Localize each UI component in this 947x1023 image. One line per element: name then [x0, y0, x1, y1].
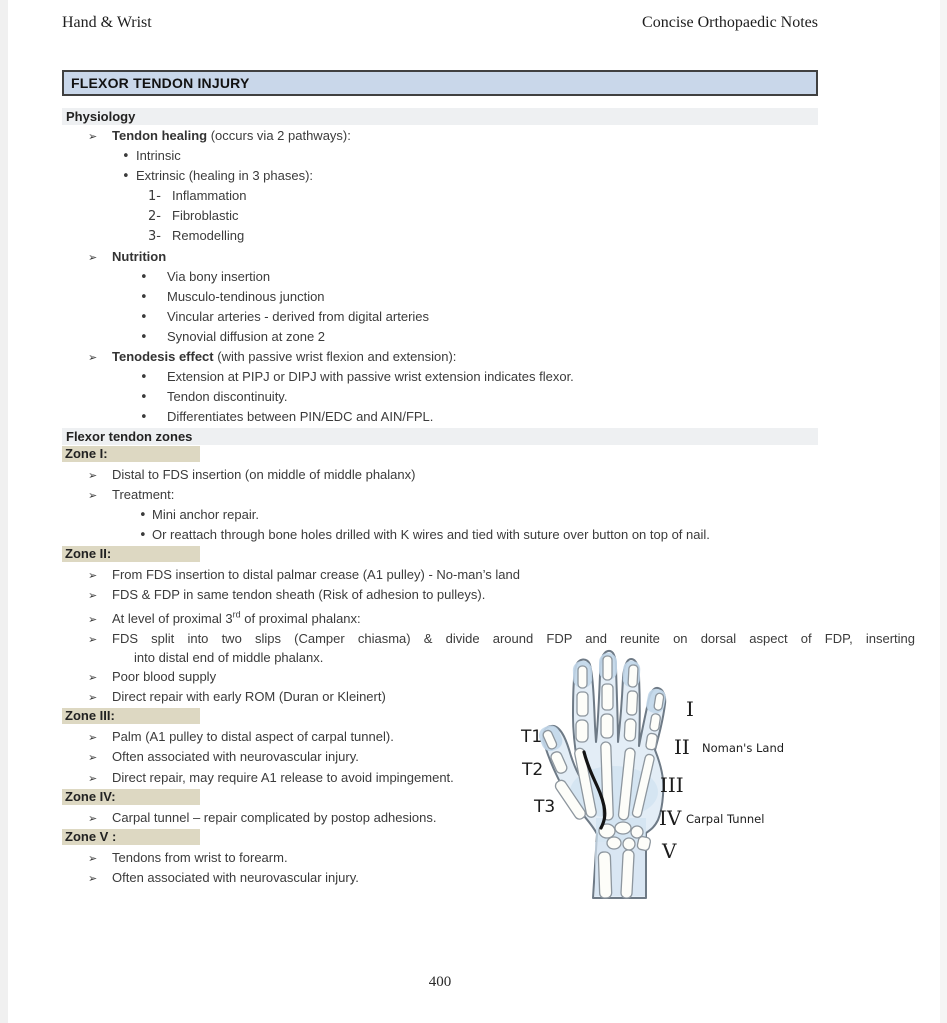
list-item-text: Tendon healing (occurs via 2 pathways):	[112, 128, 351, 143]
list-item-text: Remodelling	[172, 228, 245, 244]
arrow-bullet-icon: ➢	[88, 851, 98, 865]
list-item-text: From FDS insertion to distal palmar crease (A1 pulley) - No-man’s land	[112, 567, 520, 583]
list-item	[62, 465, 924, 485]
list-item	[62, 247, 924, 267]
arrow-bullet-icon: ➢	[88, 250, 98, 264]
list-item	[62, 226, 924, 246]
header-book-title: Concise Orthopaedic Notes	[642, 14, 818, 31]
list-item-text: Often associated with neurovascular injury.	[112, 869, 359, 885]
hand-outline	[536, 651, 667, 898]
arrow-bullet-icon: ➢	[88, 671, 98, 685]
zone-numeral-2: II	[674, 735, 690, 759]
physiology-list	[62, 126, 924, 427]
list-item-text: Direct repair, may require A1 release to avoid impingement.	[112, 769, 454, 785]
arrow-bullet-icon: ➢	[88, 771, 98, 785]
arrow-bullet-icon: ➢	[88, 589, 98, 603]
number-label: 1-	[148, 189, 161, 205]
list-item-text: Poor blood supply	[112, 669, 217, 685]
bullet-icon: •	[122, 149, 130, 165]
thumb-zone-label-t1: T1	[521, 727, 543, 747]
list-item	[62, 287, 924, 307]
list-item	[62, 126, 924, 146]
arrow-bullet-icon: ➢	[88, 731, 98, 745]
list-item-text: Tendon discontinuity.	[167, 389, 288, 405]
zone-2-label: Zone II:	[62, 546, 200, 562]
list-item-text: Direct repair with early ROM (Duran or Kleinert)	[112, 689, 386, 705]
list-item-text: At level of proximal 3rd of proximal phalanx:	[112, 609, 361, 626]
header-chapter-title: Hand & Wrist	[62, 14, 152, 31]
list-item-text: Extension at PIPJ or DIPJ with passive wrist extension indicates flexor.	[167, 369, 574, 385]
arrow-bullet-icon: ➢	[88, 489, 98, 503]
list-item-text: Distal to FDS insertion (on middle of middle phalanx)	[112, 467, 416, 482]
list-item	[62, 565, 924, 585]
bullet-icon: •	[139, 508, 147, 524]
list-item	[62, 525, 924, 545]
arrow-bullet-icon: ➢	[88, 130, 98, 143]
list-item	[62, 367, 924, 387]
section-heading-zones: Flexor tendon zones	[62, 428, 818, 445]
list-item-text: Synovial diffusion at zone 2	[167, 328, 326, 344]
arrow-bullet-icon: ➢	[88, 811, 98, 825]
bullet-icon: •	[140, 269, 148, 285]
list-item-text: Often associated with neurovascular injury.	[112, 749, 359, 765]
list-item-text: Extrinsic (healing in 3 phases):	[136, 168, 314, 184]
arrow-bullet-icon: ➢	[88, 632, 98, 646]
bullet-icon: •	[140, 289, 148, 305]
list-item	[62, 606, 924, 629]
list-item-text: Tendons from wrist to forearm.	[112, 849, 288, 865]
list-item	[62, 186, 924, 206]
list-item-text: Fibroblastic	[172, 208, 239, 224]
zone-numeral-1: I	[686, 697, 694, 721]
list-item-text: Vincular arteries - derived from digital arteries	[167, 308, 430, 324]
list-item-text: Musculo-tendinous junction	[167, 288, 325, 304]
list-item-text: Via bony insertion	[167, 268, 271, 284]
bullet-icon: •	[140, 390, 148, 406]
arrow-bullet-icon: ➢	[88, 469, 98, 482]
bullet-icon: •	[140, 410, 148, 426]
page-number: 400	[428, 974, 452, 990]
list-item-text: Tenodesis effect (with passive wrist flexion and extension):	[112, 349, 457, 365]
list-item-text: Nutrition	[112, 248, 167, 264]
list-item	[62, 307, 924, 327]
thumb-zone-label-t3: T3	[534, 797, 556, 817]
list-item	[62, 166, 924, 186]
list-item-text: Palm (A1 pulley to distal aspect of carpal tunnel).	[112, 729, 394, 745]
page-left-margin	[0, 0, 8, 1023]
list-item-text: Intrinsic	[136, 148, 181, 164]
list-item	[62, 485, 924, 505]
zone-5-label: Zone V :	[62, 829, 200, 845]
bullet-icon: •	[122, 169, 130, 185]
list-item	[62, 327, 924, 347]
list-item	[62, 387, 924, 407]
hand-zones-diagram	[510, 630, 810, 908]
list-item-text: FDS & FDP in same tendon sheath (Risk of adhesion to pulleys).	[112, 587, 486, 603]
bullet-icon: •	[140, 309, 148, 325]
arrow-bullet-icon: ➢	[88, 691, 98, 705]
arrow-bullet-icon: ➢	[88, 751, 98, 765]
number-label: 3-	[148, 229, 161, 245]
zone-numeral-3: III	[660, 773, 684, 797]
list-item	[62, 146, 924, 166]
list-item-text: Treatment:	[112, 487, 175, 503]
number-label: 2-	[148, 209, 161, 225]
arrow-bullet-icon: ➢	[88, 351, 98, 365]
zone-3-label: Zone III:	[62, 708, 200, 724]
zone-2-note: Noman's Land	[702, 741, 785, 755]
running-header	[62, 14, 818, 32]
superscript-ordinal: rd	[232, 609, 241, 620]
thumb-zone-label-t2: T2	[522, 760, 544, 780]
arrow-bullet-icon: ➢	[88, 569, 98, 583]
list-item	[62, 585, 924, 605]
list-item-text: Differentiates between PIN/EDC and AIN/FPL.	[167, 409, 434, 425]
zone-numeral-5: V	[662, 839, 677, 863]
list-item-text: Mini anchor repair.	[152, 507, 259, 523]
list-item-text: Carpal tunnel – repair complicated by postop adhesions.	[112, 809, 437, 825]
list-item	[62, 267, 924, 287]
list-item	[62, 347, 924, 367]
list-item-text: FDS split into two slips (Camper chiasma) & divide around FDP and reunite on dorsal aspect of FDP, inserting into distal end of middle phalanx.	[112, 630, 915, 666]
zone-4-label: Zone IV:	[62, 789, 200, 805]
page-title: FLEXOR TENDON INJURY	[62, 70, 818, 96]
list-item	[62, 206, 924, 226]
bullet-icon: •	[139, 528, 147, 544]
zone-1-label: Zone I:	[62, 446, 200, 462]
zone-numeral-4: IV	[659, 806, 682, 830]
zone-4-note: Carpal Tunnel	[686, 812, 765, 826]
bullet-icon: •	[140, 329, 148, 345]
list-item-text: Or reattach through bone holes drilled with K wires and tied with suture over button on top of nail.	[152, 527, 710, 543]
list-item	[62, 505, 924, 525]
list-item	[62, 407, 924, 427]
list-item-text: Inflammation	[172, 188, 247, 204]
bullet-icon: •	[140, 370, 148, 386]
arrow-bullet-icon: ➢	[88, 871, 98, 885]
page-right-margin	[940, 0, 947, 1023]
arrow-bullet-icon: ➢	[88, 612, 98, 626]
section-heading-physiology: Physiology	[62, 108, 818, 125]
